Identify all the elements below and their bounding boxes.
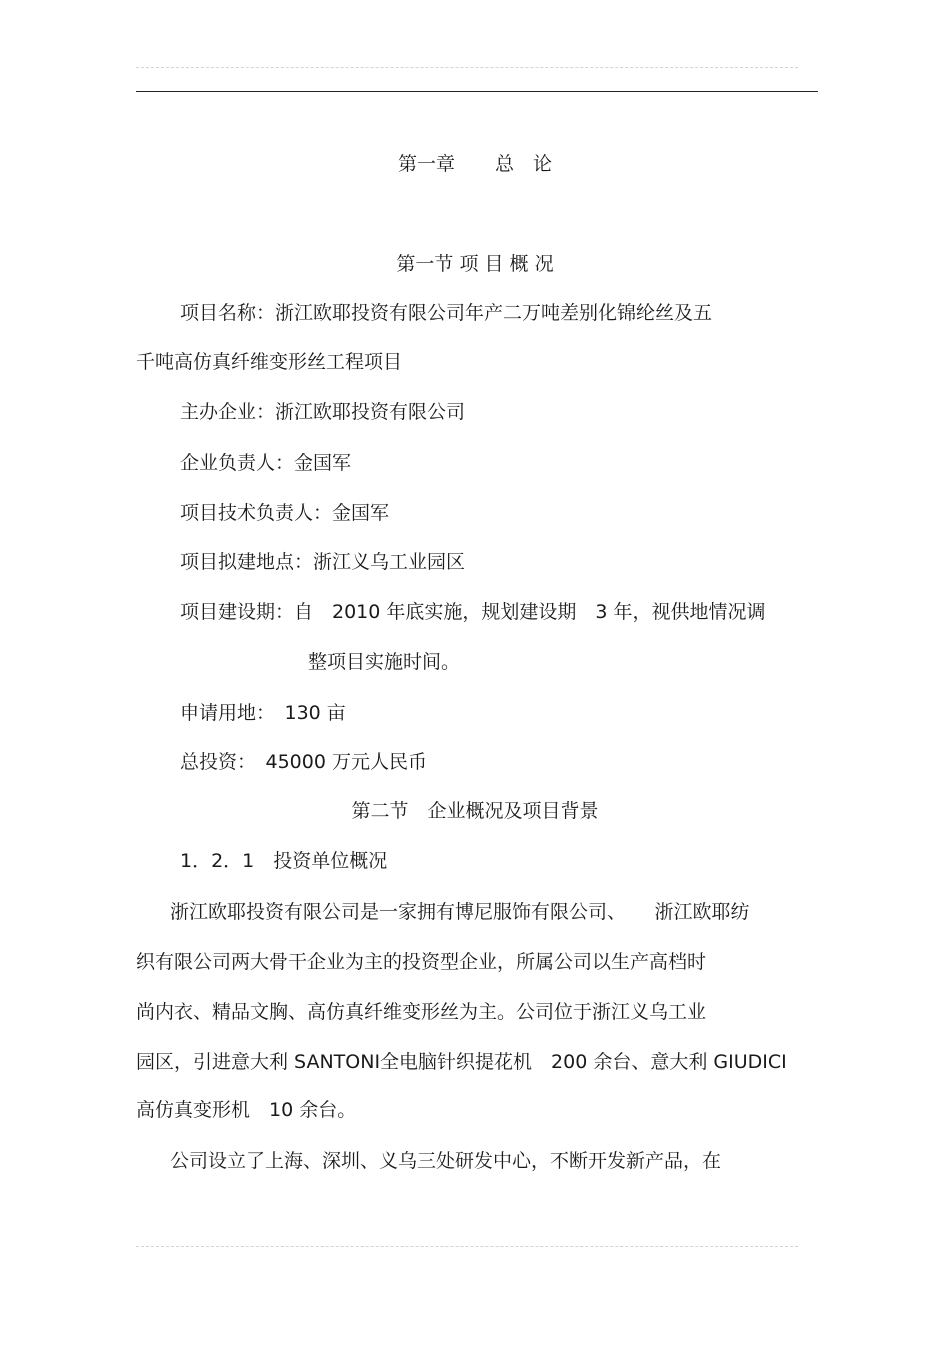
section1-heading: 第一节 项 目 概 况 xyxy=(396,253,554,275)
para1-line1: 浙江欧耶投资有限公司是一家拥有博尼服饰有限公司、 浙江欧耶纺 xyxy=(170,901,750,923)
period-line2: 整项目实施时间。 xyxy=(308,651,461,673)
location-line: 项目拟建地点：浙江义乌工业园区 xyxy=(180,551,466,573)
subsection-heading: 1．2．1 投资单位概况 xyxy=(180,850,388,872)
investment-line: 总投资： 45000 万元人民币 xyxy=(180,751,427,773)
section2-heading: 第二节 企业概况及项目背景 xyxy=(351,800,599,822)
chapter-title: 总 论 xyxy=(495,153,553,175)
project-name-line2: 千吨高仿真纤维变形丝工程项目 xyxy=(136,351,403,373)
tech-leader-line: 项目技术负责人：金国军 xyxy=(180,502,390,524)
chapter-heading xyxy=(0,152,950,176)
para1-line2: 织有限公司两大骨干企业为主的投资型企业，所属公司以生产高档时 xyxy=(136,951,707,973)
para1-line4: 园区，引进意大利 SANTONI全电脑针织提花机 200 余台、意大利 GIUDICI xyxy=(136,1051,787,1073)
header-rule xyxy=(136,91,818,92)
header-dashed-line xyxy=(136,67,798,68)
sponsor-line: 主办企业：浙江欧耶投资有限公司 xyxy=(180,401,466,423)
project-name-line1: 项目名称：浙江欧耶投资有限公司年产二万吨差别化锦纶丝及五 xyxy=(180,302,713,324)
para2-line1: 公司设立了上海、深圳、义乌三处研发中心，不断开发新产品，在 xyxy=(170,1150,722,1172)
chapter-label: 第一章 xyxy=(397,153,455,175)
period-line1: 项目建设期：自 2010 年底实施，规划建设期 3 年，视供地情况调 xyxy=(180,601,766,623)
para1-line5: 高仿真变形机 10 余台。 xyxy=(136,1099,357,1121)
footer-dashed-line xyxy=(136,1246,798,1247)
land-line: 申请用地： 130 亩 xyxy=(180,702,346,724)
para1-line3: 尚内衣、精品文胸、高仿真纤维变形丝为主。公司位于浙江义乌工业 xyxy=(136,1001,707,1023)
leader-line: 企业负责人：金国军 xyxy=(180,452,352,474)
